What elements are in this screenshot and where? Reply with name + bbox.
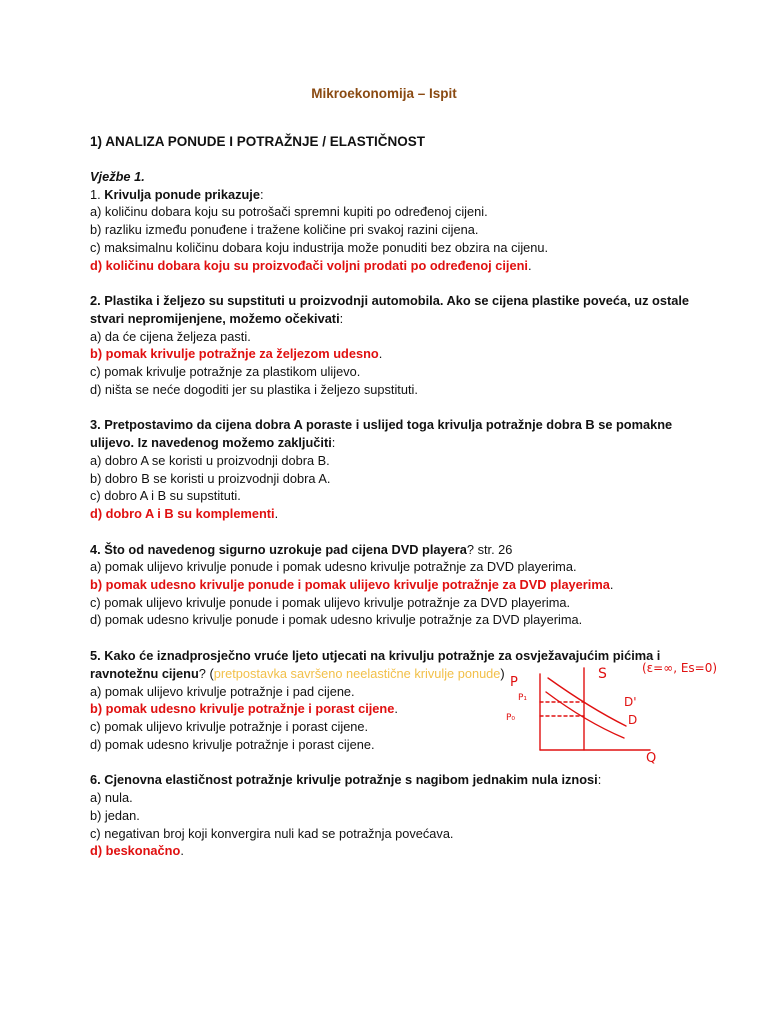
answer-d-correct bbox=[90, 505, 690, 523]
question-stem-end: : bbox=[331, 435, 336, 451]
answer-end: . bbox=[609, 577, 614, 593]
hint-text: pretpostavka savršeno neelastične krivulje ponude bbox=[213, 665, 501, 681]
question-stem-text: 4. Što od navedenog sigurno uzrokuje pad cijena DVD playera bbox=[90, 541, 467, 557]
correct-answer-text: b) pomak udesno krivulje potražnje i porast cijene bbox=[90, 701, 395, 717]
question-number: 1. bbox=[90, 186, 105, 202]
question-stem-text: 6. Cjenovna elastičnost potražnje krivulje potražnje s nagibom jednakim nula iznosi bbox=[90, 772, 598, 788]
answer-a: a) nula. bbox=[90, 790, 133, 806]
question-stem-end: : bbox=[597, 772, 602, 788]
question-stem-end: : bbox=[259, 186, 264, 202]
question-stem-text: ulijevo. Iz navedenog možemo zaključiti bbox=[90, 435, 332, 451]
answer-d: d) pomak udesno krivulje potražnje i porast cijene. bbox=[90, 736, 375, 752]
answer-a: a) pomak ulijevo krivulje potražnje i pad cijene. bbox=[90, 683, 355, 699]
question-stem-text: ravnotežnu cijenu bbox=[90, 665, 199, 681]
correct-answer-text: d) količinu dobara koju su proizvođači voljni prodati po određenoj cijeni bbox=[90, 257, 528, 273]
answer-b: b) dobro B se koristi u proizvodnji dobra A. bbox=[90, 470, 331, 486]
question-stem-mid: ? ( bbox=[198, 665, 214, 681]
question-stem-line-1: 2. Plastika i željezo su supstituti u proizvodnji automobila. Ako se cijena plastike poveća, uz ostale bbox=[90, 293, 690, 309]
question-stem-line-2 bbox=[90, 434, 690, 452]
question-4 bbox=[90, 541, 690, 630]
question-stem-line-2 bbox=[90, 310, 690, 328]
label-p0: P₀ bbox=[506, 713, 516, 723]
answer-b-correct bbox=[90, 576, 690, 594]
answer-a: a) pomak ulijevo krivulje ponude i pomak udesno krivulje potražnje za DVD playerima. bbox=[90, 559, 577, 575]
section-heading: 1) ANALIZA PONUDE I POTRAŽNJE / ELASTIČNOST bbox=[90, 134, 426, 149]
question-stem bbox=[90, 541, 690, 559]
label-s: S bbox=[598, 666, 607, 682]
demand-curve-d bbox=[546, 692, 624, 738]
question-stem-end: ? str. 26 bbox=[466, 541, 513, 557]
elasticity-note: (ε=∞, Es=0) bbox=[642, 661, 718, 675]
answer-c: c) dobro A i B su supstituti. bbox=[90, 488, 241, 504]
correct-answer-text: b) pomak udesno krivulje ponude i pomak ulijevo krivulje potražnje za DVD playerima bbox=[90, 577, 610, 593]
question-2 bbox=[90, 292, 690, 398]
label-q: Q bbox=[646, 751, 657, 766]
document-title: Mikroekonomija – Ispit bbox=[311, 86, 457, 101]
answer-d: d) ništa se neće dogoditi jer su plastika i željezo supstituti. bbox=[90, 381, 418, 397]
answer-a: a) da će cijena željeza pasti. bbox=[90, 328, 251, 344]
label-d: D bbox=[628, 713, 638, 727]
answer-a: a) količinu dobara koju su potrošači spremni kupiti po određenoj cijeni. bbox=[90, 204, 488, 220]
label-p: P bbox=[510, 675, 518, 690]
correct-answer-text: b) pomak krivulje potražnje za željezom udesno bbox=[90, 346, 379, 362]
answer-end: . bbox=[378, 346, 383, 362]
answer-a: a) dobro A se koristi u proizvodnji dobra B. bbox=[90, 452, 330, 468]
correct-answer-text: d) beskonačno bbox=[90, 843, 181, 859]
hint-end: ) bbox=[500, 665, 505, 681]
question-stem bbox=[90, 771, 690, 789]
answer-end: . bbox=[274, 505, 279, 521]
question-stem-line-1: 5. Kako će iznadprosječno vruće ljeto utjecati na krivulju potražnje za osvježavajućim pićima i bbox=[90, 648, 661, 664]
answer-end: . bbox=[180, 843, 184, 859]
question-3 bbox=[90, 416, 690, 522]
answer-c: c) negativan broj koji konvergira nuli kad se potražnja povećava. bbox=[90, 825, 454, 841]
answer-b: b) jedan. bbox=[90, 807, 140, 823]
answer-end: . bbox=[527, 257, 532, 273]
answer-b-correct bbox=[90, 345, 690, 363]
question-stem-end: : bbox=[339, 310, 344, 326]
answer-c: c) pomak ulijevo krivulje ponude i pomak ulijevo krivulje potražnje za DVD playerima. bbox=[90, 594, 571, 610]
answer-c: c) maksimalnu količinu dobara koju industrija može ponuditi bez obzira na cijenu. bbox=[90, 239, 549, 255]
question-6 bbox=[90, 771, 690, 860]
exercise-label: Vježbe 1. bbox=[90, 169, 145, 184]
answer-c: c) pomak ulijevo krivulje potražnje i porast cijene. bbox=[90, 718, 369, 734]
answer-c: c) pomak krivulje potražnje za plastikom ulijevo. bbox=[90, 364, 361, 380]
answer-end: . bbox=[394, 701, 398, 717]
question-1 bbox=[90, 168, 690, 274]
answer-d-correct bbox=[90, 257, 690, 275]
label-d1: D' bbox=[624, 695, 637, 709]
handwritten-supply-demand-sketch bbox=[500, 658, 750, 770]
answer-b: b) razliku između ponuđene i tražene količine pri svakoj razini cijena. bbox=[90, 222, 479, 238]
question-stem-text: stvari nepromijenjene, možemo očekivati bbox=[90, 310, 340, 326]
label-p1: P₁ bbox=[518, 693, 528, 703]
answer-d-correct bbox=[90, 842, 690, 860]
correct-answer-text: d) dobro A i B su komplementi bbox=[90, 505, 275, 521]
question-stem-line-1: 3. Pretpostavimo da cijena dobra A poraste i uslijed toga krivulja potražnje dobra B se pomakne bbox=[90, 417, 673, 433]
question-stem-text: Krivulja ponude prikazuje bbox=[104, 186, 260, 202]
answer-d: d) pomak udesno krivulje ponude i pomak udesno krivulje potražnje za DVD playerima. bbox=[90, 612, 583, 628]
question-stem bbox=[90, 186, 690, 204]
